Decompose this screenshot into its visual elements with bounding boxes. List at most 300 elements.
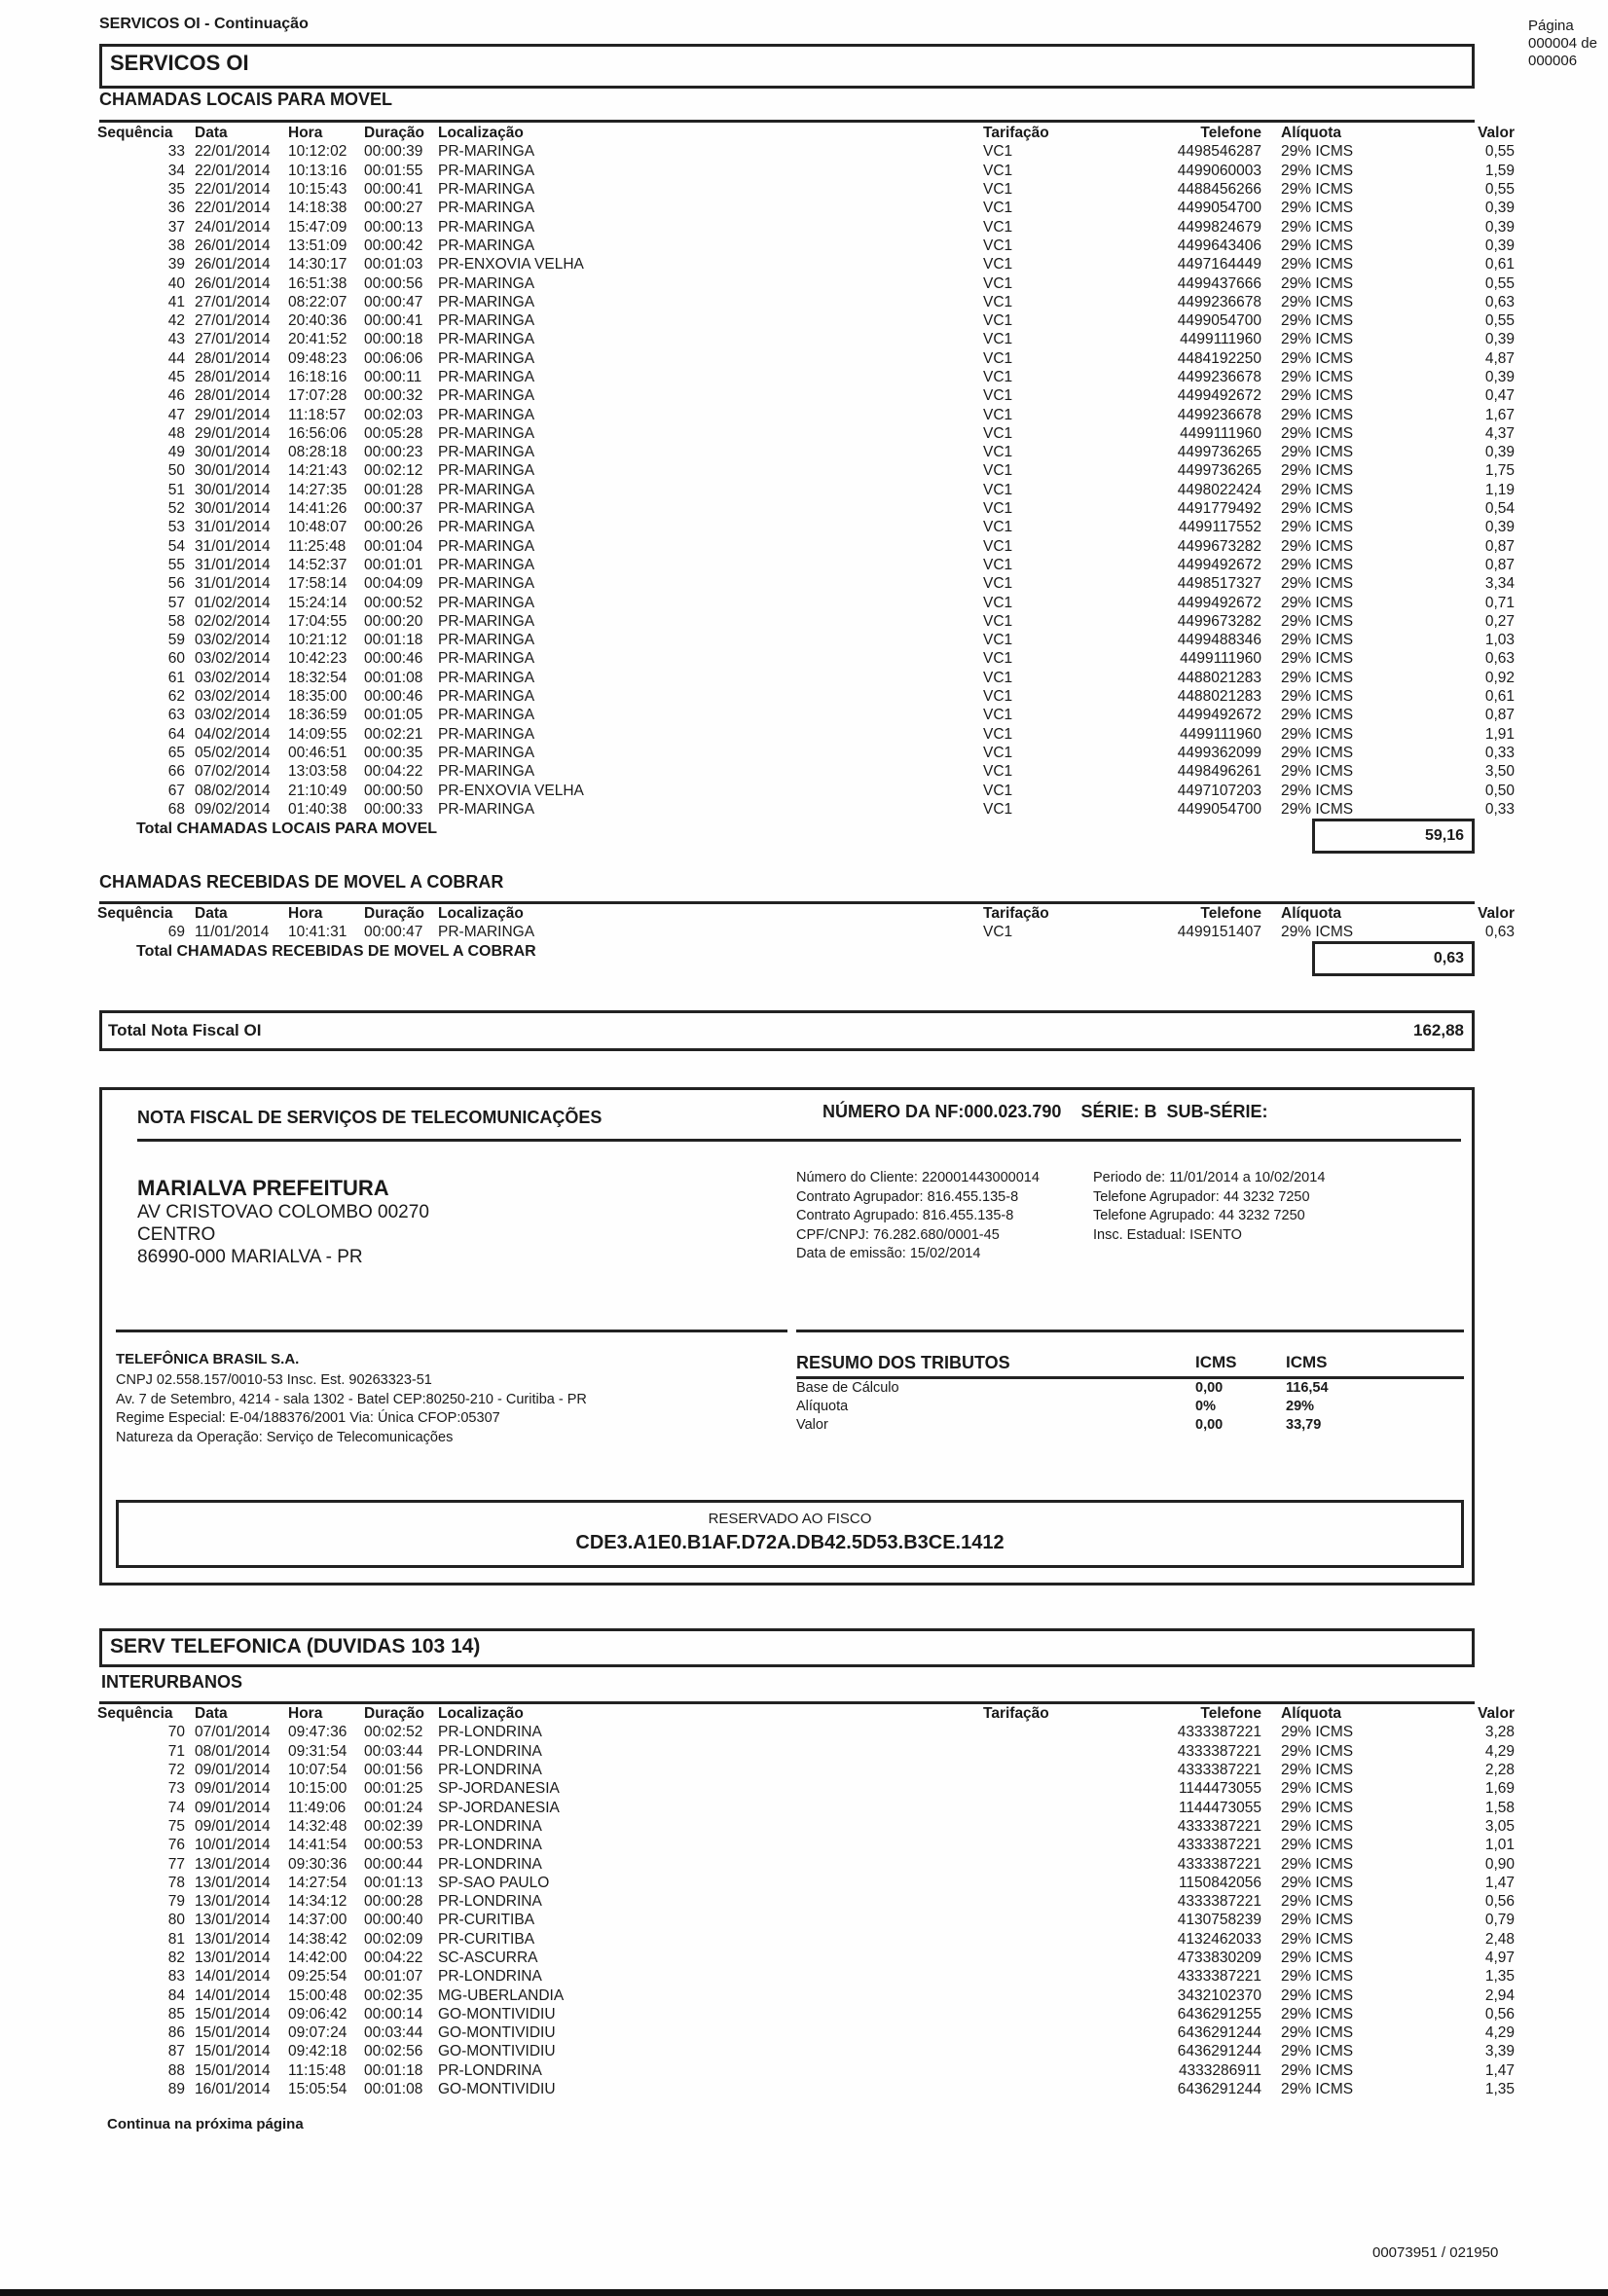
col-sequencia: Sequência — [97, 905, 173, 923]
cell-valor: 0,61 — [1484, 256, 1515, 273]
cell-valor: 1,69 — [1484, 1780, 1515, 1798]
cell-data: 29/01/2014 — [195, 424, 271, 442]
cell-duracao: 00:01:24 — [364, 1799, 423, 1816]
table-row — [97, 349, 1515, 368]
cell-duracao: 00:00:20 — [364, 612, 423, 630]
cell-telefone: 4333387221 — [1177, 1968, 1261, 1986]
cell-localizacao: PR-MARINGA — [438, 143, 535, 161]
cell-hora: 09:25:54 — [288, 1968, 347, 1986]
cell-hora: 11:49:06 — [288, 1799, 347, 1816]
cell-tarifacao: VC1 — [983, 349, 1013, 367]
cell-localizacao: PR-MARINGA — [438, 200, 535, 217]
cell-localizacao: PR-MARINGA — [438, 632, 535, 649]
cell-tarifacao: VC1 — [983, 462, 1013, 480]
cell-telefone: 4333387221 — [1177, 1742, 1261, 1760]
col-valor: Valor — [1478, 905, 1515, 923]
cell-valor: 3,34 — [1484, 575, 1515, 593]
cell-localizacao: PR-ENXOVIA VELHA — [438, 782, 584, 799]
cell-hora: 10:21:12 — [288, 632, 347, 649]
cell-data: 03/02/2014 — [195, 688, 271, 706]
cell-localizacao: PR-MARINGA — [438, 406, 535, 423]
fisco-code: CDE3.A1E0.B1AF.D72A.DB42.5D53.B3CE.1412 — [575, 1532, 1005, 1553]
cell-valor: 1,59 — [1484, 162, 1515, 179]
cell-data: 15/01/2014 — [195, 2024, 271, 2042]
cell-aliquota: 29% ICMS — [1281, 462, 1354, 480]
cell-duracao: 00:04:22 — [364, 763, 423, 781]
cell-data: 29/01/2014 — [195, 406, 271, 423]
col-localizacao: Localização — [438, 125, 524, 142]
cell-tarifacao: VC1 — [983, 782, 1013, 799]
table-row — [97, 725, 1515, 744]
cell-hora: 20:41:52 — [288, 331, 347, 348]
cell-sequencia: 37 — [167, 218, 185, 236]
cell-aliquota: 29% ICMS — [1281, 500, 1354, 518]
recebidas-total-value: 0,63 — [1312, 941, 1475, 976]
cell-data: 09/01/2014 — [195, 1799, 271, 1816]
cell-hora: 10:15:43 — [288, 181, 347, 199]
cell-duracao: 00:00:50 — [364, 782, 423, 799]
cell-data: 04/02/2014 — [195, 725, 271, 743]
cell-sequencia: 51 — [167, 481, 185, 498]
cell-hora: 14:32:48 — [288, 1817, 347, 1835]
cell-valor: 4,87 — [1484, 349, 1515, 367]
cell-tarifacao — [983, 1742, 1110, 1761]
tributo-v1: 0,00 — [1195, 1380, 1224, 1396]
table-row — [97, 1761, 1515, 1779]
cell-sequencia: 67 — [167, 782, 185, 799]
cell-data: 15/01/2014 — [195, 2043, 271, 2060]
cell-localizacao: PR-MARINGA — [438, 293, 535, 310]
cell-data: 13/01/2014 — [195, 1855, 271, 1873]
cell-sequencia: 33 — [167, 143, 185, 161]
cell-telefone: 4499151407 — [1177, 924, 1261, 941]
cell-localizacao: PR-MARINGA — [438, 500, 535, 518]
cell-telefone: 4488021283 — [1177, 669, 1261, 686]
cell-data: 26/01/2014 — [195, 256, 271, 273]
col-data: Data — [195, 125, 228, 142]
cell-duracao: 00:00:52 — [364, 594, 423, 611]
cell-telefone: 4333387221 — [1177, 1837, 1261, 1854]
cell-sequencia: 75 — [167, 1817, 185, 1835]
cell-hora: 14:37:00 — [288, 1912, 347, 1929]
col-tarifacao: Tarifação — [983, 1705, 1049, 1723]
cell-hora: 14:41:26 — [288, 500, 347, 518]
table-row — [97, 923, 1515, 941]
cell-sequencia: 36 — [167, 200, 185, 217]
cell-valor: 0,39 — [1484, 237, 1515, 254]
table-row — [97, 1836, 1515, 1854]
cell-hora: 17:58:14 — [288, 575, 347, 593]
cell-sequencia: 35 — [167, 181, 185, 199]
cell-hora: 10:12:02 — [288, 143, 347, 161]
cell-tarifacao: VC1 — [983, 612, 1013, 630]
divider — [99, 120, 1475, 123]
table-row — [97, 744, 1515, 762]
cell-aliquota: 29% ICMS — [1281, 256, 1354, 273]
table-row — [97, 405, 1515, 423]
cell-localizacao: PR-MARINGA — [438, 237, 535, 254]
cell-duracao: 00:00:14 — [364, 2005, 423, 2023]
cell-hora: 11:15:48 — [288, 2061, 347, 2079]
cell-hora: 08:22:07 — [288, 293, 347, 310]
cell-telefone: 4498022424 — [1177, 481, 1261, 498]
cell-duracao: 00:04:22 — [364, 1950, 423, 1966]
table-row — [97, 631, 1515, 649]
tributo-v2: 33,79 — [1286, 1417, 1322, 1433]
tributos-col1: ICMS — [1195, 1353, 1237, 1371]
cell-hora: 09:30:36 — [288, 1855, 347, 1873]
cell-data: 03/02/2014 — [195, 669, 271, 686]
cell-tarifacao: VC1 — [983, 200, 1013, 217]
cell-aliquota: 29% ICMS — [1281, 707, 1354, 724]
cell-aliquota: 29% ICMS — [1281, 1799, 1354, 1816]
cell-telefone: 6436291244 — [1177, 2024, 1261, 2042]
cell-data: 08/02/2014 — [195, 782, 271, 799]
cell-tarifacao — [983, 1779, 1110, 1798]
cell-valor: 0,33 — [1484, 800, 1515, 818]
cell-data: 15/01/2014 — [195, 2005, 271, 2023]
cell-aliquota: 29% ICMS — [1281, 331, 1354, 348]
cell-tarifacao: VC1 — [983, 312, 1013, 330]
cell-duracao: 00:01:28 — [364, 481, 423, 498]
cell-aliquota: 29% ICMS — [1281, 1837, 1354, 1854]
cell-telefone: 4499054700 — [1177, 312, 1261, 330]
cell-sequencia: 50 — [167, 462, 185, 480]
cell-telefone: 4497107203 — [1177, 782, 1261, 799]
cell-data: 13/01/2014 — [195, 1874, 271, 1891]
cell-duracao: 00:00:26 — [364, 519, 423, 536]
total-nf-value: 162,88 — [1413, 1021, 1464, 1039]
cell-valor: 0,39 — [1484, 444, 1515, 461]
cell-tarifacao: VC1 — [983, 519, 1013, 536]
table-row — [97, 669, 1515, 687]
cell-aliquota: 29% ICMS — [1281, 1762, 1354, 1779]
cell-localizacao: PR-LONDRINA — [438, 1742, 542, 1760]
cell-duracao: 00:00:11 — [364, 369, 422, 385]
cell-duracao: 00:01:05 — [364, 707, 423, 724]
cell-aliquota: 29% ICMS — [1281, 293, 1354, 310]
cell-duracao: 00:00:23 — [364, 444, 423, 461]
cell-data: 30/01/2014 — [195, 500, 271, 518]
contrato-agrupado: Contrato Agrupado: 816.455.135-8 — [796, 1208, 1014, 1223]
cell-telefone: 4499054700 — [1177, 800, 1261, 818]
cell-sequencia: 44 — [167, 349, 185, 367]
table-row — [97, 1967, 1515, 1986]
col-tarifacao: Tarifação — [983, 905, 1049, 923]
cell-localizacao: PR-LONDRINA — [438, 1893, 542, 1911]
cell-duracao: 00:00:35 — [364, 744, 423, 761]
cell-valor: 1,67 — [1484, 406, 1515, 423]
cell-sequencia: 87 — [167, 2043, 185, 2060]
cell-data: 26/01/2014 — [195, 237, 271, 254]
nf-info-right — [1093, 1169, 1325, 1245]
cell-telefone: 1150842056 — [1178, 1874, 1261, 1891]
cell-hora: 11:18:57 — [288, 406, 347, 423]
cell-localizacao: PR-MARINGA — [438, 369, 535, 385]
cell-duracao: 00:00:41 — [364, 312, 423, 330]
cell-tarifacao — [983, 1911, 1110, 1929]
cell-duracao: 00:01:55 — [364, 162, 423, 179]
cell-hora: 15:24:14 — [288, 594, 347, 611]
col-telefone: Telefone — [1200, 125, 1261, 142]
locais-movel-title: CHAMADAS LOCAIS PARA MOVEL — [99, 90, 392, 109]
cell-telefone: 4733830209 — [1177, 1950, 1261, 1966]
cell-hora: 09:31:54 — [288, 1742, 347, 1760]
cell-data: 30/01/2014 — [195, 462, 271, 480]
tributo-row — [796, 1398, 1464, 1416]
cell-tarifacao: VC1 — [983, 274, 1013, 292]
cell-telefone: 4499673282 — [1177, 612, 1261, 630]
cell-localizacao: PR-LONDRINA — [438, 1837, 542, 1854]
cell-data: 10/01/2014 — [195, 1837, 271, 1854]
cell-aliquota: 29% ICMS — [1281, 1724, 1354, 1741]
cell-hora: 11:25:48 — [288, 537, 347, 555]
cell-duracao: 00:03:44 — [364, 2024, 423, 2042]
cell-hora: 17:07:28 — [288, 387, 347, 405]
cell-data: 28/01/2014 — [195, 369, 271, 385]
page-label: Página — [1528, 18, 1574, 34]
cell-tarifacao: VC1 — [983, 500, 1013, 518]
table-row — [97, 1854, 1515, 1873]
cell-data: 22/01/2014 — [195, 162, 271, 179]
cell-data: 01/02/2014 — [195, 594, 271, 611]
col-tarifacao: Tarifação — [983, 125, 1049, 142]
cell-sequencia: 78 — [167, 1874, 185, 1891]
cell-duracao: 00:02:39 — [364, 1817, 423, 1835]
cell-valor: 4,29 — [1484, 1742, 1515, 1760]
cell-telefone: 4488456266 — [1177, 181, 1261, 199]
cell-hora: 14:09:55 — [288, 725, 347, 743]
tributo-v2: 116,54 — [1286, 1380, 1329, 1396]
cell-duracao: 00:00:53 — [364, 1837, 423, 1854]
table-row — [97, 518, 1515, 536]
cell-aliquota: 29% ICMS — [1281, 406, 1354, 423]
cell-tarifacao — [983, 1874, 1110, 1892]
table-row — [97, 2023, 1515, 2042]
cell-telefone: 4498517327 — [1177, 575, 1261, 593]
table-header — [97, 124, 1515, 142]
cell-valor: 0,39 — [1484, 200, 1515, 217]
cell-telefone: 4491779492 — [1177, 500, 1261, 518]
cell-sequencia: 60 — [167, 650, 185, 668]
cell-aliquota: 29% ICMS — [1281, 1912, 1354, 1929]
tributo-v2: 29% — [1286, 1399, 1315, 1414]
col-hora: Hora — [288, 125, 323, 142]
cell-tarifacao — [983, 1949, 1110, 1967]
cell-sequencia: 79 — [167, 1893, 185, 1911]
cell-duracao: 00:00:42 — [364, 237, 423, 254]
cell-tarifacao — [983, 1761, 1110, 1779]
cell-sequencia: 73 — [167, 1780, 185, 1798]
cell-aliquota: 29% ICMS — [1281, 612, 1354, 630]
cell-valor: 0,79 — [1484, 1912, 1515, 1929]
table-row — [97, 800, 1515, 819]
cell-tarifacao: VC1 — [983, 575, 1013, 593]
cell-valor: 0,55 — [1484, 181, 1515, 199]
col-hora: Hora — [288, 1705, 323, 1723]
table-row — [97, 330, 1515, 348]
divider — [796, 1330, 1464, 1332]
page-total: 000006 — [1528, 53, 1578, 69]
page-indicator — [1528, 18, 1597, 70]
recebidas-total-label: Total CHAMADAS RECEBIDAS DE MOVEL A COBRAR — [136, 943, 536, 960]
table-row — [97, 311, 1515, 330]
cell-telefone: 4499236678 — [1177, 293, 1261, 310]
cell-duracao: 00:00:32 — [364, 387, 423, 405]
cell-sequencia: 66 — [167, 763, 185, 781]
cell-aliquota: 29% ICMS — [1281, 763, 1354, 781]
table-row — [97, 1798, 1515, 1816]
table-row — [97, 1949, 1515, 1967]
tributo-row — [796, 1416, 1464, 1435]
cell-telefone: 4499236678 — [1177, 406, 1261, 423]
insc-estadual: Insc. Estadual: ISENTO — [1093, 1226, 1242, 1243]
cell-sequencia: 55 — [167, 556, 185, 573]
table-row — [97, 237, 1515, 255]
cell-hora: 00:46:51 — [288, 744, 347, 761]
cell-localizacao: GO-MONTIVIDIU — [438, 2081, 556, 2098]
table-row — [97, 762, 1515, 781]
cell-tarifacao: VC1 — [983, 369, 1013, 385]
cell-valor: 3,05 — [1484, 1817, 1515, 1835]
cell-data: 26/01/2014 — [195, 274, 271, 292]
cell-valor: 1,58 — [1484, 1799, 1515, 1816]
tributo-v1: 0,00 — [1195, 1417, 1224, 1433]
cell-aliquota: 29% ICMS — [1281, 1742, 1354, 1760]
cell-duracao: 00:00:28 — [364, 1893, 423, 1911]
cell-telefone: 4497164449 — [1177, 256, 1261, 273]
cell-telefone: 4499488346 — [1177, 632, 1261, 649]
cell-localizacao: PR-MARINGA — [438, 650, 535, 668]
footer-code: 00073951 / 021950 — [1372, 2244, 1499, 2261]
cell-aliquota: 29% ICMS — [1281, 274, 1354, 292]
cell-sequencia: 68 — [167, 800, 185, 818]
cell-valor: 0,87 — [1484, 537, 1515, 555]
contrato-agrupador: Contrato Agrupador: 816.455.135-8 — [796, 1188, 1019, 1205]
cell-valor: 0,63 — [1484, 924, 1515, 941]
periodo: Periodo de: 11/01/2014 a 10/02/2014 — [1093, 1170, 1326, 1185]
cell-data: 09/02/2014 — [195, 800, 271, 818]
cell-localizacao: GO-MONTIVIDIU — [438, 2043, 556, 2060]
cell-tarifacao: VC1 — [983, 763, 1013, 781]
telefone-agrupador: Telefone Agrupador: 44 3232 7250 — [1093, 1188, 1310, 1205]
table-row — [97, 2061, 1515, 2080]
cell-duracao: 00:04:09 — [364, 575, 423, 593]
cell-sequencia: 59 — [167, 632, 185, 649]
cell-aliquota: 29% ICMS — [1281, 2081, 1354, 2098]
cell-hora: 15:47:09 — [288, 218, 347, 236]
cell-valor: 0,50 — [1484, 782, 1515, 799]
cell-sequencia: 39 — [167, 256, 185, 273]
cell-data: 07/02/2014 — [195, 763, 271, 781]
table-row — [97, 1930, 1515, 1949]
cell-valor: 0,39 — [1484, 218, 1515, 236]
cell-hora: 13:03:58 — [288, 763, 347, 781]
total-nf-label: Total Nota Fiscal OI — [108, 1021, 262, 1039]
tributo-label: Alíquota — [796, 1399, 849, 1414]
cell-aliquota: 29% ICMS — [1281, 387, 1354, 405]
cell-valor: 1,03 — [1484, 632, 1515, 649]
cell-telefone: 1144473055 — [1178, 1799, 1261, 1816]
cell-telefone: 4499111960 — [1180, 331, 1261, 348]
cell-valor: 0,56 — [1484, 2005, 1515, 2023]
cell-localizacao: PR-MARINGA — [438, 331, 535, 348]
nf-title: NOTA FISCAL DE SERVIÇOS DE TELECOMUNICAÇÕES — [137, 1108, 603, 1127]
cell-sequencia: 72 — [167, 1762, 185, 1779]
cell-sequencia: 80 — [167, 1912, 185, 1929]
cell-sequencia: 70 — [167, 1724, 185, 1741]
cell-sequencia: 89 — [167, 2081, 185, 2098]
cell-aliquota: 29% ICMS — [1281, 725, 1354, 743]
table-row — [97, 706, 1515, 724]
table-row — [97, 1911, 1515, 1929]
cell-aliquota: 29% ICMS — [1281, 2024, 1354, 2042]
cell-sequencia: 81 — [167, 1930, 185, 1948]
telefone-agrupado: Telefone Agrupado: 44 3232 7250 — [1093, 1208, 1305, 1223]
cell-tarifacao: VC1 — [983, 481, 1013, 498]
cell-localizacao: GO-MONTIVIDIU — [438, 2024, 556, 2042]
cell-data: 24/01/2014 — [195, 218, 271, 236]
cell-hora: 16:56:06 — [288, 424, 347, 442]
divider — [116, 1330, 787, 1332]
cell-valor: 4,37 — [1484, 424, 1515, 442]
table-row — [97, 162, 1515, 180]
cell-duracao: 00:00:56 — [364, 274, 423, 292]
tributo-label: Base de Cálculo — [796, 1380, 899, 1396]
cliente-block — [137, 1176, 429, 1268]
cell-data: 11/01/2014 — [195, 924, 270, 941]
table-row — [97, 1986, 1515, 2004]
cell-duracao: 00:01:08 — [364, 669, 423, 686]
cell-duracao: 00:02:09 — [364, 1930, 423, 1948]
cell-aliquota: 29% ICMS — [1281, 444, 1354, 461]
cell-valor: 0,92 — [1484, 669, 1515, 686]
cell-localizacao: SP-SAO PAULO — [438, 1874, 550, 1891]
cell-telefone: 4499736265 — [1177, 444, 1261, 461]
col-sequencia: Sequência — [97, 1705, 173, 1723]
cell-localizacao: PR-MARINGA — [438, 537, 535, 555]
cell-hora: 14:27:54 — [288, 1874, 347, 1891]
cell-sequencia: 71 — [167, 1742, 185, 1760]
resumo-tributos — [796, 1351, 1464, 1435]
cell-telefone: 4333286911 — [1178, 2061, 1261, 2079]
cell-localizacao: PR-MARINGA — [438, 669, 535, 686]
cell-telefone: 4499492672 — [1177, 387, 1261, 405]
cell-hora: 09:42:18 — [288, 2043, 347, 2060]
col-aliquota: Alíquota — [1281, 1705, 1341, 1723]
cell-telefone: 6436291255 — [1177, 2005, 1261, 2023]
col-data: Data — [195, 1705, 228, 1723]
cell-hora: 14:21:43 — [288, 462, 347, 480]
table-row — [97, 1892, 1515, 1911]
cell-telefone: 4132462033 — [1177, 1930, 1261, 1948]
table-row — [97, 2080, 1515, 2098]
cell-valor: 0,90 — [1484, 1855, 1515, 1873]
servicos-oi-title: SERVICOS OI — [110, 51, 249, 75]
cell-telefone: 3432102370 — [1177, 1986, 1261, 2004]
col-telefone: Telefone — [1200, 1705, 1261, 1723]
cell-sequencia: 56 — [167, 575, 185, 593]
cell-sequencia: 63 — [167, 707, 185, 724]
cell-hora: 14:52:37 — [288, 556, 347, 573]
interurbanos-table — [97, 1704, 1515, 2098]
cell-tarifacao — [983, 1798, 1110, 1816]
cell-hora: 20:40:36 — [288, 312, 347, 330]
cell-data: 31/01/2014 — [195, 537, 271, 555]
cell-duracao: 00:06:06 — [364, 349, 423, 367]
cell-data: 28/01/2014 — [195, 349, 271, 367]
col-duracao: Duração — [364, 125, 425, 142]
